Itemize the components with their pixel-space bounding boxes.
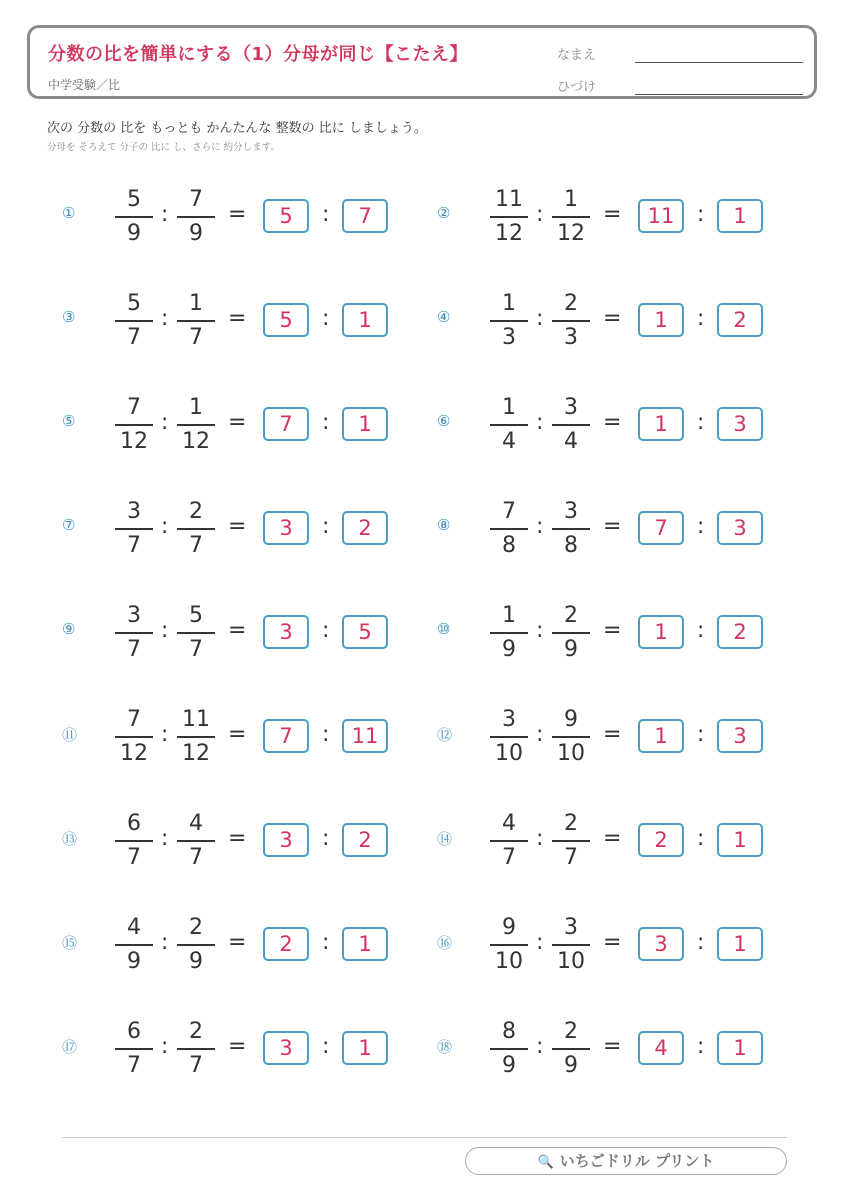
ratio-colon: :: [161, 514, 169, 539]
fraction-left: [487, 914, 531, 976]
answer-box-left[interactable]: 3: [263, 1031, 309, 1065]
denominator: 7: [502, 845, 516, 870]
ratio-colon: :: [536, 826, 544, 851]
problem-item: [437, 186, 797, 246]
numerator: 1: [502, 291, 516, 316]
problem-item: [437, 706, 797, 766]
equals-sign: =: [228, 202, 247, 227]
problem-item: [62, 1018, 422, 1078]
numerator: 5: [127, 291, 141, 316]
numerator: 3: [502, 707, 516, 732]
problem-number: ⑨: [62, 620, 76, 638]
footer-divider: [62, 1137, 787, 1138]
fraction-bar: [490, 424, 528, 426]
ratio-colon: :: [161, 1034, 169, 1059]
fraction-bar: [115, 528, 153, 530]
numerator: 1: [502, 395, 516, 420]
fraction-bar: [115, 840, 153, 842]
ratio-colon: :: [161, 306, 169, 331]
answer-box-right[interactable]: 5: [342, 615, 388, 649]
ratio-colon: :: [322, 514, 330, 539]
denominator: 3: [502, 325, 516, 350]
answer-box-left[interactable]: 4: [638, 1031, 684, 1065]
ratio-colon: :: [536, 514, 544, 539]
answer-box-right[interactable]: 2: [717, 615, 763, 649]
ratio-colon: :: [161, 202, 169, 227]
fraction-bar: [490, 840, 528, 842]
equals-sign: =: [228, 618, 247, 643]
answer-box-left[interactable]: 2: [263, 927, 309, 961]
answer-box-right[interactable]: 1: [717, 1031, 763, 1065]
ratio-colon: :: [322, 202, 330, 227]
numerator: 3: [564, 499, 578, 524]
fraction-bar: [115, 632, 153, 634]
numerator: 2: [564, 603, 578, 628]
answer-box-right[interactable]: 3: [717, 511, 763, 545]
numerator: 1: [564, 187, 578, 212]
problem-number: ②: [437, 204, 451, 222]
denominator: 7: [127, 325, 141, 350]
problem-item: [437, 290, 797, 350]
numerator: 4: [127, 915, 141, 940]
ratio-colon: :: [161, 826, 169, 851]
numerator: 2: [564, 291, 578, 316]
denominator: 9: [189, 949, 203, 974]
equals-sign: =: [603, 930, 622, 955]
numerator: 3: [564, 915, 578, 940]
denominator: 7: [127, 1053, 141, 1078]
ratio-colon: :: [536, 202, 544, 227]
fraction-left: [112, 1018, 156, 1080]
problem-number: ⑦: [62, 516, 76, 534]
fraction-bar: [115, 320, 153, 322]
answer-box-right[interactable]: 1: [342, 1031, 388, 1065]
numerator: 2: [189, 915, 203, 940]
fraction-right: [549, 706, 593, 768]
fraction-left: [487, 810, 531, 872]
page-title: 分数の比を簡単にする（1）分母が同じ【こたえ】: [48, 44, 469, 65]
problem-item: [62, 498, 422, 558]
instruction: 次の 分数の 比を もっとも かんたんな 整数の 比に しましょう。: [47, 121, 427, 136]
problem-number: ⑪: [62, 726, 78, 744]
fraction-left: [112, 186, 156, 248]
fraction-left: [112, 602, 156, 664]
fraction-bar: [552, 320, 590, 322]
denominator: 12: [182, 741, 210, 766]
ratio-colon: :: [161, 618, 169, 643]
search-icon: 🔍: [537, 1155, 554, 1170]
denominator: 9: [189, 221, 203, 246]
numerator: 6: [127, 1019, 141, 1044]
denominator: 8: [564, 533, 578, 558]
problem-number: ⑭: [437, 830, 453, 848]
ratio-colon: :: [161, 930, 169, 955]
answer-box-left[interactable]: 7: [263, 407, 309, 441]
fraction-bar: [490, 216, 528, 218]
problem-number: ⑰: [62, 1038, 78, 1056]
problem-item: [62, 706, 422, 766]
fraction-bar: [115, 216, 153, 218]
numerator: 1: [189, 395, 203, 420]
numerator: 7: [127, 707, 141, 732]
ratio-colon: :: [536, 618, 544, 643]
footer-brand-label: いちごドリル プリント: [559, 1152, 715, 1170]
ratio-colon: :: [697, 930, 705, 955]
fraction-bar: [115, 424, 153, 426]
ratio-colon: :: [322, 826, 330, 851]
fraction-bar: [115, 736, 153, 738]
fraction-right: [549, 290, 593, 352]
numerator: 2: [564, 1019, 578, 1044]
ratio-colon: :: [697, 826, 705, 851]
denominator: 7: [189, 1053, 203, 1078]
fraction-right: [174, 706, 218, 768]
problem-item: [437, 1018, 797, 1078]
equals-sign: =: [603, 202, 622, 227]
denominator: 3: [564, 325, 578, 350]
numerator: 2: [564, 811, 578, 836]
answer-box-right[interactable]: 1: [342, 927, 388, 961]
denominator: 7: [564, 845, 578, 870]
fraction-left: [487, 498, 531, 560]
fraction-bar: [177, 320, 215, 322]
answer-box-right[interactable]: 1: [717, 927, 763, 961]
ratio-colon: :: [161, 722, 169, 747]
denominator: 9: [502, 1053, 516, 1078]
numerator: 3: [564, 395, 578, 420]
ratio-colon: :: [697, 618, 705, 643]
problem-number: ⑥: [437, 412, 451, 430]
fraction-bar: [552, 736, 590, 738]
equals-sign: =: [603, 826, 622, 851]
fraction-bar: [177, 1048, 215, 1050]
ratio-colon: :: [536, 410, 544, 435]
fraction-left: [487, 290, 531, 352]
problem-item: [437, 810, 797, 870]
answer-box-right[interactable]: 1: [717, 199, 763, 233]
ratio-colon: :: [536, 1034, 544, 1059]
fraction-right: [174, 914, 218, 976]
fraction-bar: [552, 632, 590, 634]
fraction-bar: [115, 944, 153, 946]
problem-item: [437, 602, 797, 662]
answer-box-left[interactable]: 7: [638, 511, 684, 545]
numerator: 7: [189, 187, 203, 212]
problem-item: [437, 498, 797, 558]
denominator: 10: [495, 741, 523, 766]
ratio-colon: :: [322, 618, 330, 643]
denominator: 10: [495, 949, 523, 974]
fraction-right: [549, 394, 593, 456]
ratio-colon: :: [697, 410, 705, 435]
ratio-colon: :: [697, 514, 705, 539]
numerator: 7: [502, 499, 516, 524]
denominator: 7: [189, 845, 203, 870]
ratio-colon: :: [536, 930, 544, 955]
fraction-bar: [490, 736, 528, 738]
answer-box-left[interactable]: 3: [263, 823, 309, 857]
problem-item: [437, 394, 797, 454]
answer-box-left[interactable]: 2: [638, 823, 684, 857]
fraction-bar: [115, 1048, 153, 1050]
problem-item: [62, 186, 422, 246]
fraction-right: [174, 810, 218, 872]
fraction-left: [487, 186, 531, 248]
fraction-bar: [177, 632, 215, 634]
fraction-bar: [490, 528, 528, 530]
fraction-left: [112, 290, 156, 352]
fraction-bar: [490, 944, 528, 946]
fraction-left: [112, 914, 156, 976]
answer-box-right[interactable]: 7: [342, 199, 388, 233]
answer-box-right[interactable]: 11: [342, 719, 388, 753]
footer-brand-pill[interactable]: [465, 1147, 787, 1175]
fraction-left: [112, 706, 156, 768]
answer-box-left[interactable]: 11: [638, 199, 684, 233]
ratio-colon: :: [697, 1034, 705, 1059]
answer-box-left[interactable]: 7: [263, 719, 309, 753]
equals-sign: =: [603, 410, 622, 435]
fraction-right: [174, 1018, 218, 1080]
fraction-right: [549, 186, 593, 248]
name-field[interactable]: [635, 62, 803, 63]
fraction-left: [487, 1018, 531, 1080]
denominator: 9: [502, 637, 516, 662]
fraction-left: [487, 706, 531, 768]
fraction-right: [549, 810, 593, 872]
fraction-right: [174, 290, 218, 352]
problem-number: ①: [62, 204, 76, 222]
denominator: 12: [120, 741, 148, 766]
fraction-right: [174, 394, 218, 456]
numerator: 5: [189, 603, 203, 628]
answer-box-left[interactable]: 3: [638, 927, 684, 961]
denominator: 9: [564, 1053, 578, 1078]
denominator: 10: [557, 949, 585, 974]
numerator: 4: [189, 811, 203, 836]
denominator: 8: [502, 533, 516, 558]
ratio-colon: :: [322, 306, 330, 331]
equals-sign: =: [603, 1034, 622, 1059]
denominator: 7: [127, 637, 141, 662]
denominator: 12: [495, 221, 523, 246]
answer-box-left[interactable]: 1: [638, 407, 684, 441]
problem-item: [62, 602, 422, 662]
numerator: 11: [182, 707, 210, 732]
equals-sign: =: [228, 514, 247, 539]
answer-box-left[interactable]: 3: [263, 615, 309, 649]
numerator: 6: [127, 811, 141, 836]
equals-sign: =: [603, 722, 622, 747]
fraction-right: [549, 498, 593, 560]
denominator: 7: [127, 845, 141, 870]
fraction-bar: [177, 424, 215, 426]
fraction-bar: [490, 1048, 528, 1050]
equals-sign: =: [603, 306, 622, 331]
answer-box-left[interactable]: 1: [638, 719, 684, 753]
denominator: 12: [557, 221, 585, 246]
denominator: 7: [189, 325, 203, 350]
answer-box-right[interactable]: 1: [717, 823, 763, 857]
denominator: 12: [182, 429, 210, 454]
numerator: 1: [502, 603, 516, 628]
problem-item: [62, 810, 422, 870]
equals-sign: =: [228, 306, 247, 331]
fraction-bar: [177, 528, 215, 530]
date-field[interactable]: [635, 94, 803, 95]
numerator: 7: [127, 395, 141, 420]
ratio-colon: :: [161, 410, 169, 435]
problem-number: ⑱: [437, 1038, 453, 1056]
denominator: 9: [564, 637, 578, 662]
fraction-left: [487, 394, 531, 456]
ratio-colon: :: [322, 722, 330, 747]
fraction-bar: [552, 528, 590, 530]
problem-number: ⑯: [437, 934, 453, 952]
numerator: 1: [189, 291, 203, 316]
numerator: 9: [564, 707, 578, 732]
fraction-bar: [177, 840, 215, 842]
equals-sign: =: [603, 514, 622, 539]
problem-number: ⑬: [62, 830, 78, 848]
numerator: 9: [502, 915, 516, 940]
problem-item: [62, 914, 422, 974]
problem-number: ③: [62, 308, 76, 326]
answer-box-right[interactable]: 3: [717, 719, 763, 753]
numerator: 8: [502, 1019, 516, 1044]
problem-item: [437, 914, 797, 974]
answer-box-left[interactable]: 1: [638, 303, 684, 337]
answer-box-right[interactable]: 1: [342, 303, 388, 337]
ratio-colon: :: [697, 306, 705, 331]
category-label: 中学受験／比: [48, 78, 121, 92]
denominator: 10: [557, 741, 585, 766]
answer-box-right[interactable]: 2: [717, 303, 763, 337]
fraction-left: [112, 810, 156, 872]
problem-number: ⑧: [437, 516, 451, 534]
answer-box-right[interactable]: 3: [717, 407, 763, 441]
fraction-bar: [552, 944, 590, 946]
problem-item: [62, 394, 422, 454]
denominator: 12: [120, 429, 148, 454]
ratio-colon: :: [322, 410, 330, 435]
fraction-left: [487, 602, 531, 664]
answer-box-left[interactable]: 3: [263, 511, 309, 545]
numerator: 2: [189, 1019, 203, 1044]
fraction-bar: [490, 632, 528, 634]
problem-number: ⑫: [437, 726, 453, 744]
answer-box-left[interactable]: 5: [263, 199, 309, 233]
denominator: 4: [564, 429, 578, 454]
fraction-right: [549, 1018, 593, 1080]
ratio-colon: :: [536, 306, 544, 331]
hint: 分母を そろえて 分子の 比に し、さらに 約分します。: [47, 142, 280, 153]
equals-sign: =: [228, 930, 247, 955]
equals-sign: =: [228, 410, 247, 435]
ratio-colon: :: [322, 1034, 330, 1059]
ratio-colon: :: [697, 202, 705, 227]
equals-sign: =: [228, 826, 247, 851]
fraction-left: [112, 394, 156, 456]
problem-item: [62, 290, 422, 350]
fraction-bar: [552, 840, 590, 842]
problem-number: ⑤: [62, 412, 76, 430]
problem-number: ⑮: [62, 934, 78, 952]
fraction-bar: [552, 1048, 590, 1050]
fraction-right: [549, 914, 593, 976]
problem-number: ④: [437, 308, 451, 326]
answer-box-right[interactable]: 1: [342, 407, 388, 441]
denominator: 4: [502, 429, 516, 454]
ratio-colon: :: [322, 930, 330, 955]
fraction-right: [174, 602, 218, 664]
equals-sign: =: [228, 722, 247, 747]
fraction-bar: [552, 424, 590, 426]
numerator: 3: [127, 603, 141, 628]
ratio-colon: :: [536, 722, 544, 747]
fraction-left: [112, 498, 156, 560]
numerator: 4: [502, 811, 516, 836]
ratio-colon: :: [697, 722, 705, 747]
fraction-right: [174, 498, 218, 560]
denominator: 7: [189, 637, 203, 662]
denominator: 7: [189, 533, 203, 558]
answer-box-left[interactable]: 5: [263, 303, 309, 337]
equals-sign: =: [603, 618, 622, 643]
numerator: 2: [189, 499, 203, 524]
name-label: なまえ: [557, 48, 597, 63]
numerator: 5: [127, 187, 141, 212]
fraction-bar: [177, 944, 215, 946]
numerator: 3: [127, 499, 141, 524]
fraction-right: [549, 602, 593, 664]
fraction-right: [174, 186, 218, 248]
problem-number: ⑩: [437, 620, 451, 638]
answer-box-right[interactable]: 2: [342, 511, 388, 545]
fraction-bar: [177, 736, 215, 738]
numerator: 11: [495, 187, 523, 212]
fraction-bar: [552, 216, 590, 218]
date-label: ひづけ: [557, 80, 597, 95]
denominator: 9: [127, 949, 141, 974]
fraction-bar: [490, 320, 528, 322]
fraction-bar: [177, 216, 215, 218]
denominator: 7: [127, 533, 141, 558]
answer-box-right[interactable]: 2: [342, 823, 388, 857]
answer-box-left[interactable]: 1: [638, 615, 684, 649]
header-box: [27, 25, 817, 99]
denominator: 9: [127, 221, 141, 246]
equals-sign: =: [228, 1034, 247, 1059]
